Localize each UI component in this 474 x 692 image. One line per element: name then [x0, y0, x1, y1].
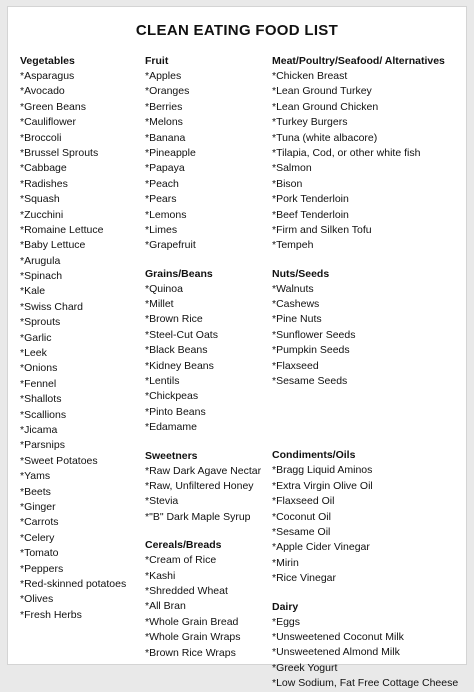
list-item: *Shallots [20, 393, 62, 406]
list-item: *Greek Yogurt [272, 661, 338, 674]
list-item: *Peach [145, 177, 179, 190]
list-item: *Pineapple [145, 146, 196, 159]
section-heading: Condiments/Oils [272, 449, 356, 462]
section-nuts-seeds [272, 268, 466, 390]
section-vegetables [20, 55, 145, 623]
section-heading: Nuts/Seeds [272, 267, 330, 280]
section-heading: Cereals/Breads [145, 539, 222, 552]
list-item: *Whole Grain Bread [145, 615, 239, 628]
list-item: *Coconut Oil [272, 510, 331, 523]
item-list [272, 463, 466, 586]
list-item: *Pine Nuts [272, 313, 322, 326]
list-item: *Extra Virgin Olive Oil [272, 479, 373, 492]
food-list-sheet [7, 6, 467, 690]
item-list [145, 69, 270, 254]
list-item: *Melons [145, 116, 183, 129]
section-heading: Meat/Poultry/Seafood/ Alternatives [272, 55, 445, 67]
list-item: *Firm and Silken Tofu [272, 223, 372, 236]
column-3 [272, 55, 466, 692]
list-item: *Bison [272, 177, 303, 190]
list-item: *Brown Rice Wraps [145, 646, 236, 659]
list-item: *Scallions [20, 408, 67, 421]
list-item: *Squash [20, 193, 60, 206]
list-item: *Brown Rice [145, 313, 203, 326]
list-item: *Radishes [20, 177, 68, 190]
list-item: *Broccoli [20, 131, 62, 144]
list-item: *Banana [145, 131, 186, 144]
list-item: *Cream of Rice [145, 554, 217, 567]
list-item: *Apple Cider Vinegar [272, 541, 370, 554]
list-item: *Green Beans [20, 100, 86, 113]
list-item: *Chickpeas [145, 390, 199, 403]
list-item: *Lentils [145, 375, 180, 388]
section-meat-poultry-seafood [272, 55, 466, 254]
item-list [272, 615, 466, 692]
section-heading: Sweetners [145, 449, 198, 462]
section-sweetners [145, 450, 270, 526]
list-item: *Lemons [145, 208, 187, 221]
section-grains-beans [145, 268, 270, 436]
list-item: *Shredded Wheat [145, 584, 228, 597]
list-item: *All Bran [145, 600, 186, 613]
list-item: *Kidney Beans [145, 359, 214, 372]
page-title: CLEAN EATING FOOD LIST [135, 22, 339, 39]
item-list [145, 282, 270, 436]
section-cereals-breads [145, 539, 270, 661]
list-item: *Whole Grain Wraps [145, 631, 241, 644]
list-item: *Rice Vinegar [272, 572, 337, 585]
list-item: *Asparagus [20, 70, 75, 82]
list-item: *Swiss Chard [20, 300, 84, 313]
list-item: *Limes [145, 223, 178, 236]
list-item: *Oranges [145, 85, 190, 98]
list-item: *Lean Ground Turkey [272, 85, 372, 98]
section-dairy [272, 601, 466, 692]
list-item: *Turkey Burgers [272, 116, 348, 129]
item-list [145, 464, 270, 526]
list-item: *Arugula [20, 254, 61, 267]
list-item: *Berries [145, 100, 183, 113]
list-item: *Red-skinned potatoes [20, 577, 127, 590]
list-item: *Zucchini [20, 208, 64, 221]
list-item: *"B" Dark Maple Syrup [145, 510, 251, 523]
list-item: *Cashews [272, 298, 320, 311]
column-1 [20, 55, 145, 623]
section-gap [145, 525, 270, 539]
item-list [145, 553, 270, 661]
list-item: *Salmon [272, 162, 312, 175]
section-gap [145, 436, 270, 450]
list-item: *Tuna (white albacore) [272, 131, 378, 144]
list-item: *Flaxseed Oil [272, 495, 335, 508]
list-item: *Onions [20, 362, 58, 375]
list-item: *Low Sodium, Fat Free Cottage Cheese [272, 677, 459, 690]
list-item: *Black Beans [145, 344, 208, 357]
list-item: *Kale [20, 285, 46, 298]
list-item: *Cabbage [20, 162, 67, 175]
section-condiments-oils [272, 449, 466, 586]
list-item: *Millet [145, 298, 174, 311]
section-gap [272, 254, 466, 268]
list-item: *Avocado [20, 85, 65, 98]
list-item: *Beets [20, 485, 51, 498]
list-item: *Cauliflower [20, 116, 77, 129]
list-item: *Raw, Unfiltered Honey [145, 479, 254, 492]
list-item: *Brussel Sprouts [20, 146, 99, 159]
list-item: *Romaine Lettuce [20, 223, 104, 236]
list-item: *Sesame Seeds [272, 375, 348, 388]
list-item: *Stevia [145, 495, 179, 508]
list-item: *Garlic [20, 331, 52, 344]
list-item: *Tilapia, Cod, or other white fish [272, 146, 421, 159]
section-gap [145, 254, 270, 268]
list-item: *Eggs [272, 615, 301, 628]
list-item: *Lean Ground Chicken [272, 100, 379, 113]
section-heading: Fruit [145, 55, 169, 67]
list-item: *Peppers [20, 562, 64, 575]
section-heading: Dairy [272, 600, 299, 613]
section-heading: Vegetables [20, 55, 75, 67]
list-item: *Walnuts [272, 282, 314, 295]
list-item: *Olives [20, 593, 54, 606]
list-item: *Kashi [145, 569, 176, 582]
list-item: *Chicken Breast [272, 70, 348, 82]
list-item: *Mirin [272, 556, 299, 569]
list-item: *Papaya [145, 162, 185, 175]
list-item: *Pumpkin Seeds [272, 344, 350, 357]
list-item: *Fresh Herbs [20, 608, 82, 621]
list-item: *Sprouts [20, 316, 61, 329]
list-item: *Jicama [20, 423, 58, 436]
list-item: *Edamame [145, 421, 197, 434]
list-item: *Raw Dark Agave Nectar [145, 464, 262, 477]
section-heading: Grains/Beans [145, 267, 213, 280]
list-item: *Tomato [20, 547, 59, 560]
list-item: *Tempeh [272, 239, 314, 252]
item-list [20, 69, 145, 623]
list-item: *Ginger [20, 500, 56, 513]
section-fruit [145, 55, 270, 254]
list-item: *Sunflower Seeds [272, 328, 356, 341]
list-item: *Sweet Potatoes [20, 454, 98, 467]
list-item: *Yams [20, 470, 51, 483]
list-item: *Pork Tenderloin [272, 193, 349, 206]
list-item: *Steel-Cut Oats [145, 328, 218, 341]
list-item: *Quinoa [145, 282, 183, 295]
list-item: *Grapefruit [145, 239, 196, 252]
list-item: *Apples [145, 70, 182, 82]
section-gap [272, 587, 466, 601]
list-item: *Pears [145, 193, 177, 206]
column-2 [145, 55, 270, 661]
list-item: *Carrots [20, 516, 59, 529]
list-item: *Pinto Beans [145, 405, 206, 418]
list-item: *Parsnips [20, 439, 65, 452]
list-item: *Baby Lettuce [20, 239, 86, 252]
list-item: *Celery [20, 531, 55, 544]
list-item: *Sesame Oil [272, 525, 331, 538]
list-item: *Unsweetened Coconut Milk [272, 630, 404, 643]
item-list [272, 69, 466, 254]
list-item: *Spinach [20, 270, 63, 283]
list-item: *Beef Tenderloin [272, 208, 349, 221]
list-item: *Leek [20, 347, 47, 360]
list-item: *Bragg Liquid Aminos [272, 464, 373, 477]
item-list [272, 282, 466, 390]
section-gap [272, 389, 466, 449]
list-item: *Fennel [20, 377, 57, 390]
list-item: *Unsweetened Almond Milk [272, 646, 400, 659]
list-item: *Flaxseed [272, 359, 319, 372]
